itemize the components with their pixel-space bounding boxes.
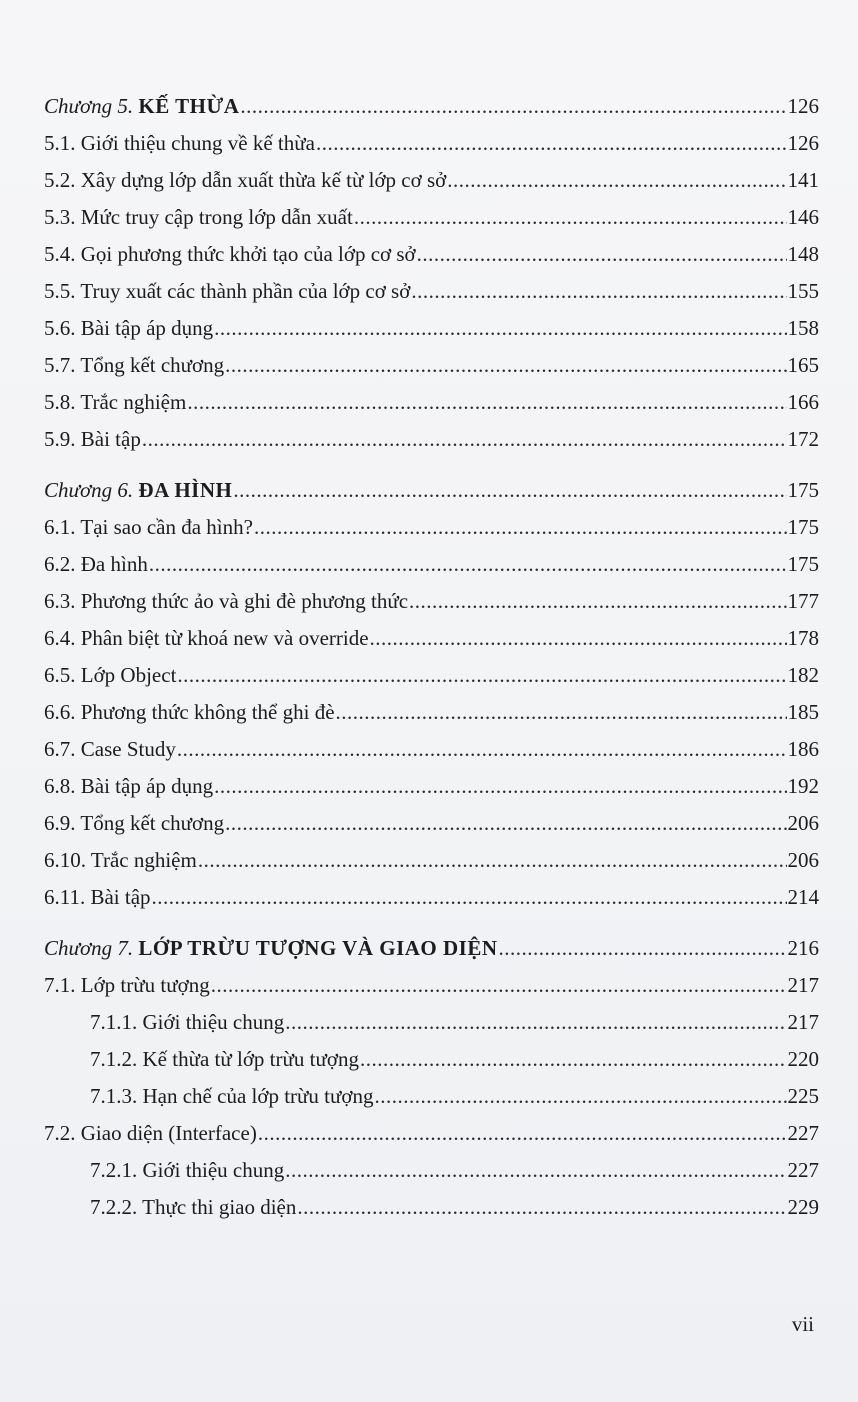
toc-entry [44, 125, 819, 162]
dot-leader [211, 967, 787, 1004]
toc-entry [44, 1041, 819, 1078]
toc-entry-label: 7.1.3. Hạn chế của lớp trừu tượng [90, 1084, 374, 1108]
toc-entry-page-number: 227 [787, 1158, 819, 1182]
toc-entry-label: 6.11. Bài tập [44, 885, 151, 909]
toc-entry-page-number: 192 [787, 774, 819, 798]
toc-entry-label: 5.3. Mức truy cập trong lớp dẫn xuất [44, 205, 353, 229]
toc-entry-label: 6.1. Tại sao cần đa hình? [44, 515, 253, 539]
toc-entry-label: 5.4. Gọi phương thức khởi tạo của lớp cơ sở [44, 242, 416, 266]
toc-chapter-heading [44, 88, 819, 125]
table-of-contents [44, 88, 819, 1226]
toc-entry-page-number: 158 [787, 316, 819, 340]
toc-entry-label: 6.4. Phân biệt từ khoá new và override [44, 626, 369, 650]
toc-entry-label: 5.2. Xây dựng lớp dẫn xuất thừa kế từ lớp cơ sở [44, 168, 447, 192]
chapter-word: Chương 5. [44, 94, 139, 118]
toc-entry [44, 162, 819, 199]
toc-entry [44, 273, 819, 310]
dot-leader [447, 162, 786, 199]
toc-entry [44, 583, 819, 620]
dot-leader [409, 583, 786, 620]
dot-leader [297, 1189, 786, 1226]
toc-chapter-heading [44, 930, 819, 967]
toc-entry [44, 384, 819, 421]
dot-leader [354, 199, 787, 236]
toc-entry-page-number: 175 [787, 552, 819, 576]
toc-entry [44, 879, 819, 916]
toc-entry-label: 7.2.2. Thực thi giao diện [90, 1195, 297, 1219]
toc-entry [44, 694, 819, 731]
toc-entry-label: 6.9. Tổng kết chương [44, 811, 225, 835]
toc-entry-label: 5.1. Giới thiệu chung về kế thừa [44, 131, 315, 155]
toc-entry-label: 5.6. Bài tập áp dụng [44, 316, 214, 340]
chapter-page-number: 126 [787, 94, 819, 118]
toc-entry [44, 805, 819, 842]
toc-entry [44, 347, 819, 384]
chapter-name: ĐA HÌNH [138, 478, 233, 502]
toc-entry-page-number: 186 [787, 737, 819, 761]
toc-entry-label: 5.5. Truy xuất các thành phần của lớp cơ sở [44, 279, 411, 303]
toc-entry-label: 6.6. Phương thức không thể ghi đè [44, 700, 335, 724]
toc-entry-page-number: 220 [787, 1047, 819, 1071]
page-number: vii [791, 1312, 814, 1336]
chapter-word: Chương 6. [44, 478, 139, 502]
chapter-word: Chương 7. [44, 936, 139, 960]
dot-leader [177, 657, 786, 694]
toc-entry [44, 236, 819, 273]
toc-entry [44, 768, 819, 805]
toc-entry-page-number: 177 [787, 589, 819, 613]
toc-entry-label: 7.1. Lớp trừu tượng [44, 973, 210, 997]
toc-entry-label: 7.1.1. Giới thiệu chung [90, 1010, 285, 1034]
dot-leader [233, 472, 786, 509]
toc-entry-page-number: 155 [787, 279, 819, 303]
dot-leader [336, 694, 787, 731]
toc-entry [44, 657, 819, 694]
toc-entry-page-number: 165 [787, 353, 819, 377]
toc-entry-label: 7.1.2. Kế thừa từ lớp trừu tượng [90, 1047, 359, 1071]
dot-leader [411, 273, 786, 310]
dot-leader [258, 1115, 787, 1152]
dot-leader [198, 842, 787, 879]
toc-entry [44, 620, 819, 657]
dot-leader [214, 768, 786, 805]
dot-leader [152, 879, 787, 916]
toc-entry-label: 7.2.1. Giới thiệu chung [90, 1158, 285, 1182]
toc-entry [44, 546, 819, 583]
toc-entry [44, 310, 819, 347]
toc-entry-page-number: 166 [787, 390, 819, 414]
dot-leader [360, 1041, 787, 1078]
toc-entry [44, 731, 819, 768]
toc-entry-label: 6.8. Bài tập áp dụng [44, 774, 214, 798]
toc-entry [44, 1152, 819, 1189]
dot-leader [240, 88, 786, 125]
dot-leader [142, 421, 787, 458]
toc-entry-page-number: 182 [787, 663, 819, 687]
toc-entry-label: 6.10. Trắc nghiệm [44, 848, 197, 872]
dot-leader [499, 930, 787, 967]
toc-entry-label: 5.8. Trắc nghiệm [44, 390, 187, 414]
toc-entry [44, 1115, 819, 1152]
dot-leader [254, 509, 787, 546]
toc-entry-page-number: 146 [787, 205, 819, 229]
dot-leader [149, 546, 787, 583]
dot-leader [177, 731, 787, 768]
toc-entry-page-number: 126 [787, 131, 819, 155]
toc-entry-page-number: 141 [787, 168, 819, 192]
dot-leader [225, 805, 786, 842]
toc-entry-page-number: 206 [787, 848, 819, 872]
chapter-name: LỚP TRỪU TƯỢNG VÀ GIAO DIỆN [138, 936, 498, 960]
toc-entry [44, 842, 819, 879]
toc-entry-page-number: 172 [787, 427, 819, 451]
toc-entry-page-number: 148 [787, 242, 819, 266]
toc-entry [44, 1004, 819, 1041]
toc-entry-label: 7.2. Giao diện (Interface) [44, 1121, 257, 1145]
dot-leader [417, 236, 787, 273]
chapter-title [44, 88, 239, 125]
chapter-title [44, 930, 498, 967]
toc-entry-page-number: 217 [787, 973, 819, 997]
toc-entry-label: 5.9. Bài tập [44, 427, 141, 451]
toc-entry-label: 6.5. Lớp Object [44, 663, 177, 687]
toc-entry [44, 1078, 819, 1115]
dot-leader [214, 310, 786, 347]
toc-entry [44, 199, 819, 236]
toc-entry-page-number: 206 [787, 811, 819, 835]
dot-leader [375, 1078, 787, 1115]
chapter-page-number: 175 [787, 478, 819, 502]
chapter-title [44, 472, 232, 509]
toc-entry [44, 967, 819, 1004]
toc-entry-page-number: 217 [787, 1010, 819, 1034]
dot-leader [370, 620, 787, 657]
dot-leader [225, 347, 786, 384]
toc-chapter-heading [44, 472, 819, 509]
toc-entry-label: 6.7. Case Study [44, 737, 176, 761]
toc-entry-label: 6.2. Đa hình [44, 552, 148, 576]
toc-entry [44, 509, 819, 546]
chapter-name: KẾ THỪA [138, 94, 240, 118]
toc-entry-label: 5.7. Tổng kết chương [44, 353, 225, 377]
toc-entry-page-number: 178 [787, 626, 819, 650]
dot-leader [285, 1152, 786, 1189]
toc-entry-page-number: 229 [787, 1195, 819, 1219]
dot-leader [316, 125, 787, 162]
toc-entry-page-number: 214 [787, 885, 819, 909]
toc-entry-page-number: 227 [787, 1121, 819, 1145]
toc-entry-page-number: 225 [787, 1084, 819, 1108]
dot-leader [285, 1004, 786, 1041]
toc-entry-page-number: 175 [787, 515, 819, 539]
toc-entry-page-number: 185 [787, 700, 819, 724]
toc-entry [44, 421, 819, 458]
toc-entry-label: 6.3. Phương thức ảo và ghi đè phương thức [44, 589, 409, 613]
chapter-page-number: 216 [787, 936, 819, 960]
toc-entry [44, 1189, 819, 1226]
dot-leader [187, 384, 786, 421]
